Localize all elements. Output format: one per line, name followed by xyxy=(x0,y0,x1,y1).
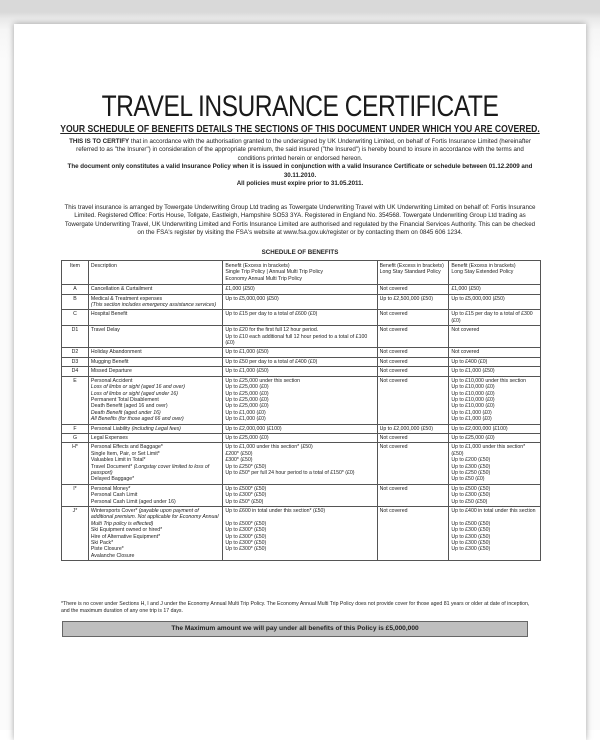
desc-line: Ski Pack* xyxy=(90,540,114,547)
benefit-line: Up to £300* (£50) xyxy=(225,527,267,534)
benefit-line: Up to £10,000 (£0) xyxy=(451,396,495,403)
benefit-line: Up to £500* (£50) xyxy=(225,485,267,492)
benefit-line: Up to £2,000,000 (£50) xyxy=(379,425,433,432)
header-text: Benefit (Excess in brackets) xyxy=(225,263,290,269)
benefit-line: Up to £300 (£50) xyxy=(451,492,491,499)
row-benefit-longstay-extended xyxy=(449,424,541,433)
footnote: *There is no cover under Sections H, I and J under the Economy Annual Multi Trip Policy. The Economy Annual Multi Trip Policy does not provide cover for those aged 81 years or older at date of inception, and the maximum duration of any one trip is 17 days. xyxy=(61,601,530,614)
benefit-line: Up to £1,000 under this section* (£50) xyxy=(451,444,526,457)
row-benefit-longstay-standard xyxy=(377,367,449,376)
table-row xyxy=(62,357,541,366)
desc-line: Wintersports Cover* xyxy=(90,508,138,514)
benefit-line: Up to £25,000 (£0) xyxy=(225,434,269,441)
row-benefit-standard xyxy=(223,326,377,348)
row-benefit-standard xyxy=(223,294,377,310)
benefit-line: Not covered xyxy=(379,358,408,365)
desc-line: Personal Cash Limit (aged under 16) xyxy=(90,498,176,505)
row-item: D4 xyxy=(62,367,89,376)
row-benefit-longstay-standard xyxy=(377,484,449,506)
schedule-subheading: YOUR SCHEDULE OF BENEFITS DETAILS THE SECTIONS OF THIS DOCUMENT UNDER WHICH YOU ARE COVERED. xyxy=(60,124,540,135)
benefit-line: Up to £25,000 (£0) xyxy=(225,390,269,397)
benefit-line: Up to £10,000 under this section xyxy=(451,377,527,384)
row-benefit-standard xyxy=(223,443,377,484)
header-text: Benefit (Excess in brackets) xyxy=(451,263,516,269)
row-benefit-longstay-extended xyxy=(449,357,541,366)
row-benefit-standard xyxy=(223,433,377,442)
benefit-line: Up to £1,000 (£0) xyxy=(451,416,492,423)
desc-line: (including Legal fees) xyxy=(131,425,181,432)
benefit-line: Up to £15 per day to a total of £300 (£0) xyxy=(451,311,533,324)
benefit-line: Up to £300 (£50) xyxy=(451,546,491,553)
benefit-line: Up to £25,000 (£0) xyxy=(225,384,269,391)
row-benefit-longstay-extended xyxy=(449,376,541,424)
benefit-line: Up to £300 (£50) xyxy=(451,533,491,540)
table-row xyxy=(62,285,541,294)
table-row xyxy=(62,424,541,433)
row-benefit-standard xyxy=(223,367,377,376)
desc-line: Personal Effects and Baggage* xyxy=(90,444,163,451)
row-benefit-longstay-standard xyxy=(377,357,449,366)
benefit-line: Up to £5,000,000 (£50) xyxy=(451,295,505,302)
desc-line: All Benefits (for those aged 66 and over) xyxy=(90,416,184,423)
row-item: C xyxy=(62,310,89,326)
row-item: G xyxy=(62,433,89,442)
benefit-line: Up to £2,000,000 (£100) xyxy=(225,425,282,432)
row-benefit-longstay-extended xyxy=(449,326,541,348)
header-benefit-longstay-extended xyxy=(449,261,541,285)
row-description xyxy=(88,294,222,310)
benefit-line: Not covered xyxy=(379,434,408,441)
benefit-line: £1,000 (£50) xyxy=(451,286,481,293)
benefit-line: Up to £300 (£50) xyxy=(451,463,491,470)
desc-line: Death Benefit (aged 16 and over) xyxy=(90,403,168,410)
header-benefit-standard xyxy=(223,261,377,285)
desc-line: Avalanche Closure xyxy=(90,552,135,559)
row-item: J* xyxy=(62,507,89,561)
benefit-line: Not covered xyxy=(379,368,408,375)
row-description xyxy=(88,376,222,424)
row-description xyxy=(88,348,222,357)
table-row xyxy=(62,348,541,357)
header-item: Item xyxy=(62,261,89,285)
benefit-line: Up to £200 (£50) xyxy=(451,457,491,464)
row-benefit-standard xyxy=(223,507,377,561)
desc-note: (Longstay cover limited to loss of passport) xyxy=(90,463,210,476)
table-row xyxy=(62,433,541,442)
benefit-line: Not covered xyxy=(379,327,408,334)
benefit-line: Up to £50 (£0) xyxy=(451,476,485,483)
benefit-line: £300* (£50) xyxy=(225,457,253,464)
row-item: D2 xyxy=(62,348,89,357)
row-description xyxy=(88,433,222,442)
desc-line: Hire of Alternative Equipment* xyxy=(90,533,161,540)
row-benefit-longstay-standard xyxy=(377,443,449,484)
desc-line: Valuables Limit in Total* xyxy=(90,457,146,464)
row-benefit-longstay-extended xyxy=(449,507,541,561)
desc-line: (payable upon payment of additional premium. Not applicable for Economy Annual Multi Trip policy is effected) xyxy=(90,508,219,527)
desc-line: Death Benefit (aged under 16) xyxy=(90,409,161,416)
benefit-line: Up to £10,000 (£0) xyxy=(451,403,495,410)
row-description xyxy=(88,285,222,294)
desc-line: Travel Delay xyxy=(90,327,120,334)
benefit-line: Up to £500 (£50) xyxy=(451,485,491,492)
benefit-line: Up to £250 (£50) xyxy=(451,469,491,476)
table-row xyxy=(62,367,541,376)
table-row xyxy=(62,310,541,326)
row-benefit-standard xyxy=(223,357,377,366)
desc-line: Single Item, Pair, or Set Limit* xyxy=(90,450,160,457)
benefit-line: Up to £10,000 (£0) xyxy=(451,384,495,391)
table-row xyxy=(62,326,541,348)
header-text: Long Stay Extended Policy xyxy=(451,269,514,276)
desc-line: Piste Closure* xyxy=(90,546,124,553)
table-body xyxy=(62,285,541,561)
benefit-line: Up to £25,000 (£0) xyxy=(451,434,495,441)
desc-line: Holiday Abandonment xyxy=(90,349,142,356)
arranger-paragraph: This travel insurance is arranged by Towergate Underwriting Group Ltd trading as Towergate Underwriting Travel with UK Underwriting Limited on behalf of: Fortis Insurance Limited. Registered Office: Fortis House, Tollgate, Eastleigh, Hampshire SO53 3YA. Registered in England No. 354568. Towergate Underwriting Group Ltd trading as Towergate Underwriting Travel, UK Underwriting Limited and Fortis Insurance Limited are authorised and regulated by the Financial Services Authority. This can be checked on the FSA's register by visiting the FSA's website at www.fsa.gov.uk/register or by contacting them on 0845 606 1234. xyxy=(64,204,536,237)
row-description xyxy=(88,507,222,561)
row-description xyxy=(88,484,222,506)
row-item: A xyxy=(62,285,89,294)
row-item: I* xyxy=(62,484,89,506)
maximum-amount-banner: The Maximum amount we will pay under all benefits of this Policy is £5,000,000 xyxy=(62,621,528,637)
row-item: D3 xyxy=(62,357,89,366)
benefit-line: Up to £600 in total under this section* (£50) xyxy=(225,508,326,514)
schedule-title: SCHEDULE OF BENEFITS xyxy=(261,249,339,256)
header-text: Benefit (Excess in brackets) xyxy=(379,263,444,269)
table-row xyxy=(62,443,541,484)
header-text: Single Trip Policy | Annual Multi Trip Policy xyxy=(225,269,323,276)
benefit-line: Not covered xyxy=(451,327,480,334)
header-text: Long Stay Standard Policy xyxy=(379,269,441,276)
benefit-line: Not covered xyxy=(379,508,408,514)
row-benefit-longstay-extended xyxy=(449,285,541,294)
benefit-line: Up to £50* (£50) xyxy=(225,498,264,505)
row-benefit-standard xyxy=(223,376,377,424)
page-title: TRAVEL INSURANCE CERTIFICATE xyxy=(101,90,499,123)
benefit-line: Up to £300 (£50) xyxy=(451,540,491,547)
row-benefit-standard xyxy=(223,424,377,433)
row-benefit-standard xyxy=(223,484,377,506)
benefit-line: Up to £300* (£50) xyxy=(225,540,267,547)
row-description xyxy=(88,424,222,433)
row-benefit-longstay-standard xyxy=(377,424,449,433)
desc-line: Ski Equipment owned or hired* xyxy=(90,527,163,534)
desc-line: Loss of limbs or sight (aged under 16) xyxy=(90,390,179,397)
benefit-line: Up to £1,000 (£50) xyxy=(225,349,269,356)
desc-line: Permanent Total Disablement xyxy=(90,396,159,403)
desc-line: Mugging Benefit xyxy=(90,358,129,365)
benefit-line: Up to £5,000,000 (£50) xyxy=(225,295,279,302)
table-header-row xyxy=(62,261,541,285)
row-benefit-standard xyxy=(223,310,377,326)
benefit-line: Up to £10,000 (£0) xyxy=(451,390,495,397)
row-benefit-longstay-extended xyxy=(449,348,541,357)
table-row xyxy=(62,294,541,310)
desc-line: Loss of limbs or sight (aged 16 and over) xyxy=(90,384,185,391)
benefit-line: Up to £1,000 (£0) xyxy=(225,409,266,416)
desc-line: Delayed Baggage* xyxy=(90,476,135,483)
table-row xyxy=(62,484,541,506)
benefit-line: Up to £500* (£50) xyxy=(225,520,267,527)
benefit-line: Up to £400 (£0) xyxy=(451,358,488,365)
row-benefit-longstay-extended xyxy=(449,310,541,326)
desc-line: Medical & Treatment expenses xyxy=(90,295,163,302)
row-benefit-longstay-standard xyxy=(377,326,449,348)
intro-expiry-note: All policies must expire prior to 31.05.2011. xyxy=(236,180,364,188)
row-benefit-longstay-standard xyxy=(377,310,449,326)
benefit-line: Up to £250* (£50) xyxy=(225,463,267,470)
intro-certify-lead: THIS IS TO CERTIFY xyxy=(69,138,130,145)
benefit-line: Not covered xyxy=(451,349,480,356)
row-benefit-longstay-extended xyxy=(449,433,541,442)
benefit-line: Not covered xyxy=(379,349,408,356)
benefit-line: Up to £20 for the first full 12 hour period. xyxy=(225,327,319,334)
benefit-line: Not covered xyxy=(379,286,408,293)
benefit-line: Up to £300* (£50) xyxy=(225,492,267,499)
benefit-line: Up to £400 in total under this section xyxy=(451,508,536,514)
desc-line: Personal Accident xyxy=(90,377,133,384)
row-benefit-longstay-extended xyxy=(449,484,541,506)
benefit-line: Not covered xyxy=(379,377,408,384)
intro-paragraph xyxy=(64,138,536,188)
row-benefit-standard xyxy=(223,285,377,294)
benefits-table xyxy=(61,260,541,561)
table-row xyxy=(62,376,541,424)
benefit-line: Up to £1,000 under this section* (£50) xyxy=(225,444,313,451)
row-benefit-longstay-standard xyxy=(377,348,449,357)
row-benefit-longstay-extended xyxy=(449,443,541,484)
desc-line: Personal Cash Limit xyxy=(90,492,138,499)
header-text: Economy Annual Multi Trip Policy xyxy=(225,275,303,282)
row-description xyxy=(88,326,222,348)
benefit-line: Up to £25,000 (£0) xyxy=(225,396,269,403)
benefit-line: Not covered xyxy=(379,311,408,318)
benefit-line: Up to £25,000 (£0) xyxy=(225,403,269,410)
benefit-line: Up to £50 per day to a total of £400 (£0) xyxy=(225,358,318,365)
row-description xyxy=(88,310,222,326)
header-description: Description xyxy=(88,261,222,285)
benefit-line: Up to £10 each additional full 12 hour period to a total of £100 (£0) xyxy=(225,333,368,347)
row-benefit-longstay-standard xyxy=(377,285,449,294)
benefit-line: Up to £1,000 (£0) xyxy=(451,409,492,416)
row-item: D1 xyxy=(62,326,89,348)
row-description xyxy=(88,443,222,484)
benefit-line: Up to £300* (£50) xyxy=(225,546,267,553)
desc-line xyxy=(91,464,220,477)
benefit-line: Up to £2,000,000 (£100) xyxy=(451,425,508,432)
desc-line: Personal Money* xyxy=(90,485,131,492)
desc-line: (This section includes emergency assistance services) xyxy=(90,302,217,309)
row-description xyxy=(88,357,222,366)
benefit-line: £1,000 (£50) xyxy=(225,286,255,293)
row-benefit-longstay-standard xyxy=(377,507,449,561)
row-item: F xyxy=(62,424,89,433)
table-row xyxy=(62,507,541,561)
row-benefit-longstay-standard xyxy=(377,294,449,310)
benefit-line: Up to £2,500,000 (£50) xyxy=(379,295,433,302)
desc-line: Missed Departure xyxy=(90,368,132,375)
row-benefit-standard xyxy=(223,348,377,357)
desc-text: Travel Document* xyxy=(90,463,133,470)
row-benefit-longstay-standard xyxy=(377,376,449,424)
benefit-line: Up to £50 (£50) xyxy=(451,498,488,505)
benefit-line: Up to £300* (£50) xyxy=(225,533,267,540)
row-benefit-longstay-extended xyxy=(449,367,541,376)
benefit-line: Up to £25,000 under this section xyxy=(225,377,301,384)
desc-line: Cancellation & Curtailment xyxy=(90,286,153,293)
row-item: B xyxy=(62,294,89,310)
benefit-line: Up to £500 (£50) xyxy=(451,520,491,527)
benefit-line: Up to £300 (£50) xyxy=(451,527,491,534)
row-description xyxy=(88,367,222,376)
row-benefit-longstay-standard xyxy=(377,433,449,442)
benefit-line: Not covered xyxy=(379,485,408,492)
benefit-line: £200* (£50) xyxy=(225,450,253,457)
benefit-line: Not covered xyxy=(379,444,408,451)
benefit-line: Up to £1,000 (£50) xyxy=(451,368,495,375)
intro-certify-text: that in accordance with the authorisation granted to the undersigned by UK Underwriting Limited, on behalf of Fortis Insurance Limited (hereinafter referred to as "the Insurer") in consideration of the appropriate premium, the said insured ("the Insured") is hereby bound to insure in accordance with the terms and conditions printed herein or endorsed hereon. xyxy=(76,138,531,162)
benefit-line: Up to £1,000 (£0) xyxy=(225,416,266,423)
header-benefit-longstay-standard xyxy=(377,261,449,285)
desc-line: Legal Expenses xyxy=(90,434,128,441)
row-item: E xyxy=(62,376,89,424)
desc-line: Hospital Benefit xyxy=(90,311,128,318)
row-item: H* xyxy=(62,443,89,484)
benefit-line: Up to £1,000 (£50) xyxy=(225,368,269,375)
row-benefit-longstay-extended xyxy=(449,294,541,310)
desc-line: Personal Liability xyxy=(90,425,131,432)
intro-validity-note: The document only constitutes a valid Insurance Policy when it is issued in conjunction with a valid Insurance Certificate or schedule between 01.12.2009 and 30.11.2010. xyxy=(67,163,533,179)
benefit-line: Up to £50* per full 24 hour period to a total of £150* (£0) xyxy=(225,469,355,476)
benefit-line: Up to £15 per day to a total of £600 (£0) xyxy=(225,311,318,318)
